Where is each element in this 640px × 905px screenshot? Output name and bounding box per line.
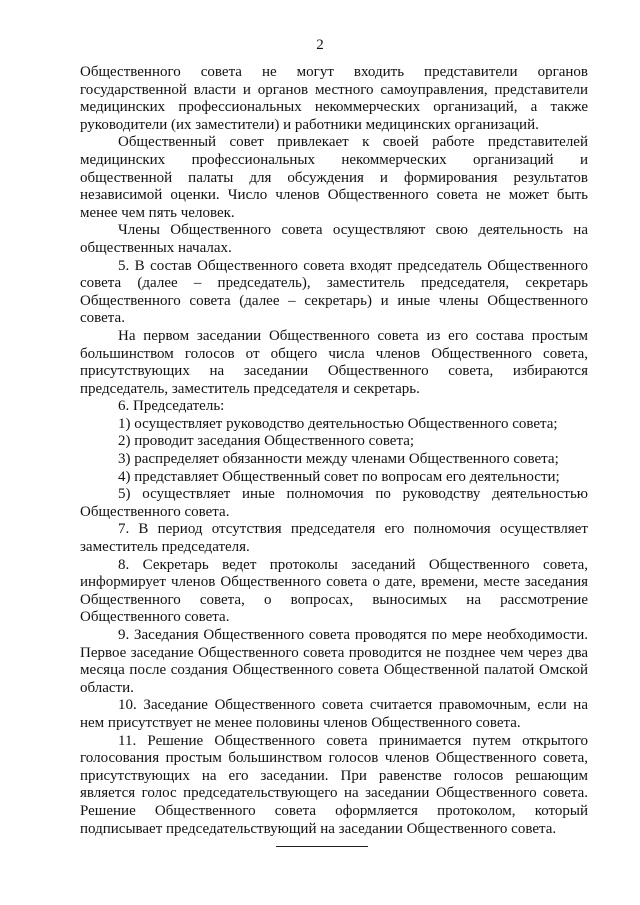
paragraph: 11. Решение Общественного совета принимается путем открытого голосования простым большинством голосов членов Общественного совета, присутствующих на его заседании. При равенстве голосов решающим является голос председательствующего на заседании Общественного совета. Решение Общественного совета оформляется протоколом, который подписывает председательствующий на заседании Общественного совета. [80, 732, 588, 837]
paragraph-continuation: Общественного совета не могут входить представители органов государственной власти и органов местного самоуправления, представители медицинских профессиональных некоммерческих организаций, а также руководители (их заместители) и работники медицинских организаций. [80, 64, 588, 133]
paragraph: 7. В период отсутствия председателя его полномочия осуществляет заместитель председателя. [80, 521, 588, 556]
end-separator-line [276, 846, 368, 847]
paragraph: Общественный совет привлекает к своей работе представителей медицинских профессиональных некоммерческих организаций и общественной палаты для обсуждения и формирования результатов независимой оценки. Число членов Общественного совета не может быть менее чем пять человек. [80, 134, 588, 221]
list-item: 1) осуществляет руководство деятельностью Общественного совета; [118, 415, 558, 432]
list-item: 5) осуществляет иные полномочия по руководству деятельностью Общественного совета. [80, 486, 588, 520]
page-number: 2 [316, 37, 324, 53]
list-item: 4) представляет Общественный совет по вопросам его деятельности; [118, 468, 560, 485]
paragraph: 9. Заседания Общественного совета проводятся по мере необходимости. Первое заседание Общественного совета проводится не позднее чем через два месяца после создания Общественного совета Общественной палатой Омской области. [80, 627, 588, 696]
paragraph: Члены Общественного совета осуществляют свою деятельность на общественных началах. [80, 222, 588, 256]
list-item: 3) распределяет обязанности между членами Общественного совета; [118, 451, 559, 468]
paragraph: 6. Председатель: [118, 398, 225, 415]
paragraph: 8. Секретарь ведет протоколы заседаний Общественного совета, информирует членов Общественного совета о дате, времени, месте заседания Общественного совета, о вопросах, выносимых на рассмотрение Общественного совета. [80, 556, 588, 626]
paragraph: 10. Заседание Общественного совета считается правомочным, если на нем присутствует не менее половины членов Общественного совета. [80, 697, 588, 731]
paragraph: 5. В состав Общественного совета входят председатель Общественного совета (далее – председатель), заместитель председателя, секретарь Общественного совета (далее – секретарь) и иные члены Общественного совета. [80, 257, 588, 327]
paragraph: На первом заседании Общественного совета из его состава простым большинством голосов от общего числа членов Общественного совета, присутствующих на заседании Общественного совета, избираются председатель, заместитель председателя и секретарь. [80, 327, 588, 397]
list-item: 2) проводит заседания Общественного совета; [118, 433, 415, 450]
document-body [80, 64, 588, 838]
